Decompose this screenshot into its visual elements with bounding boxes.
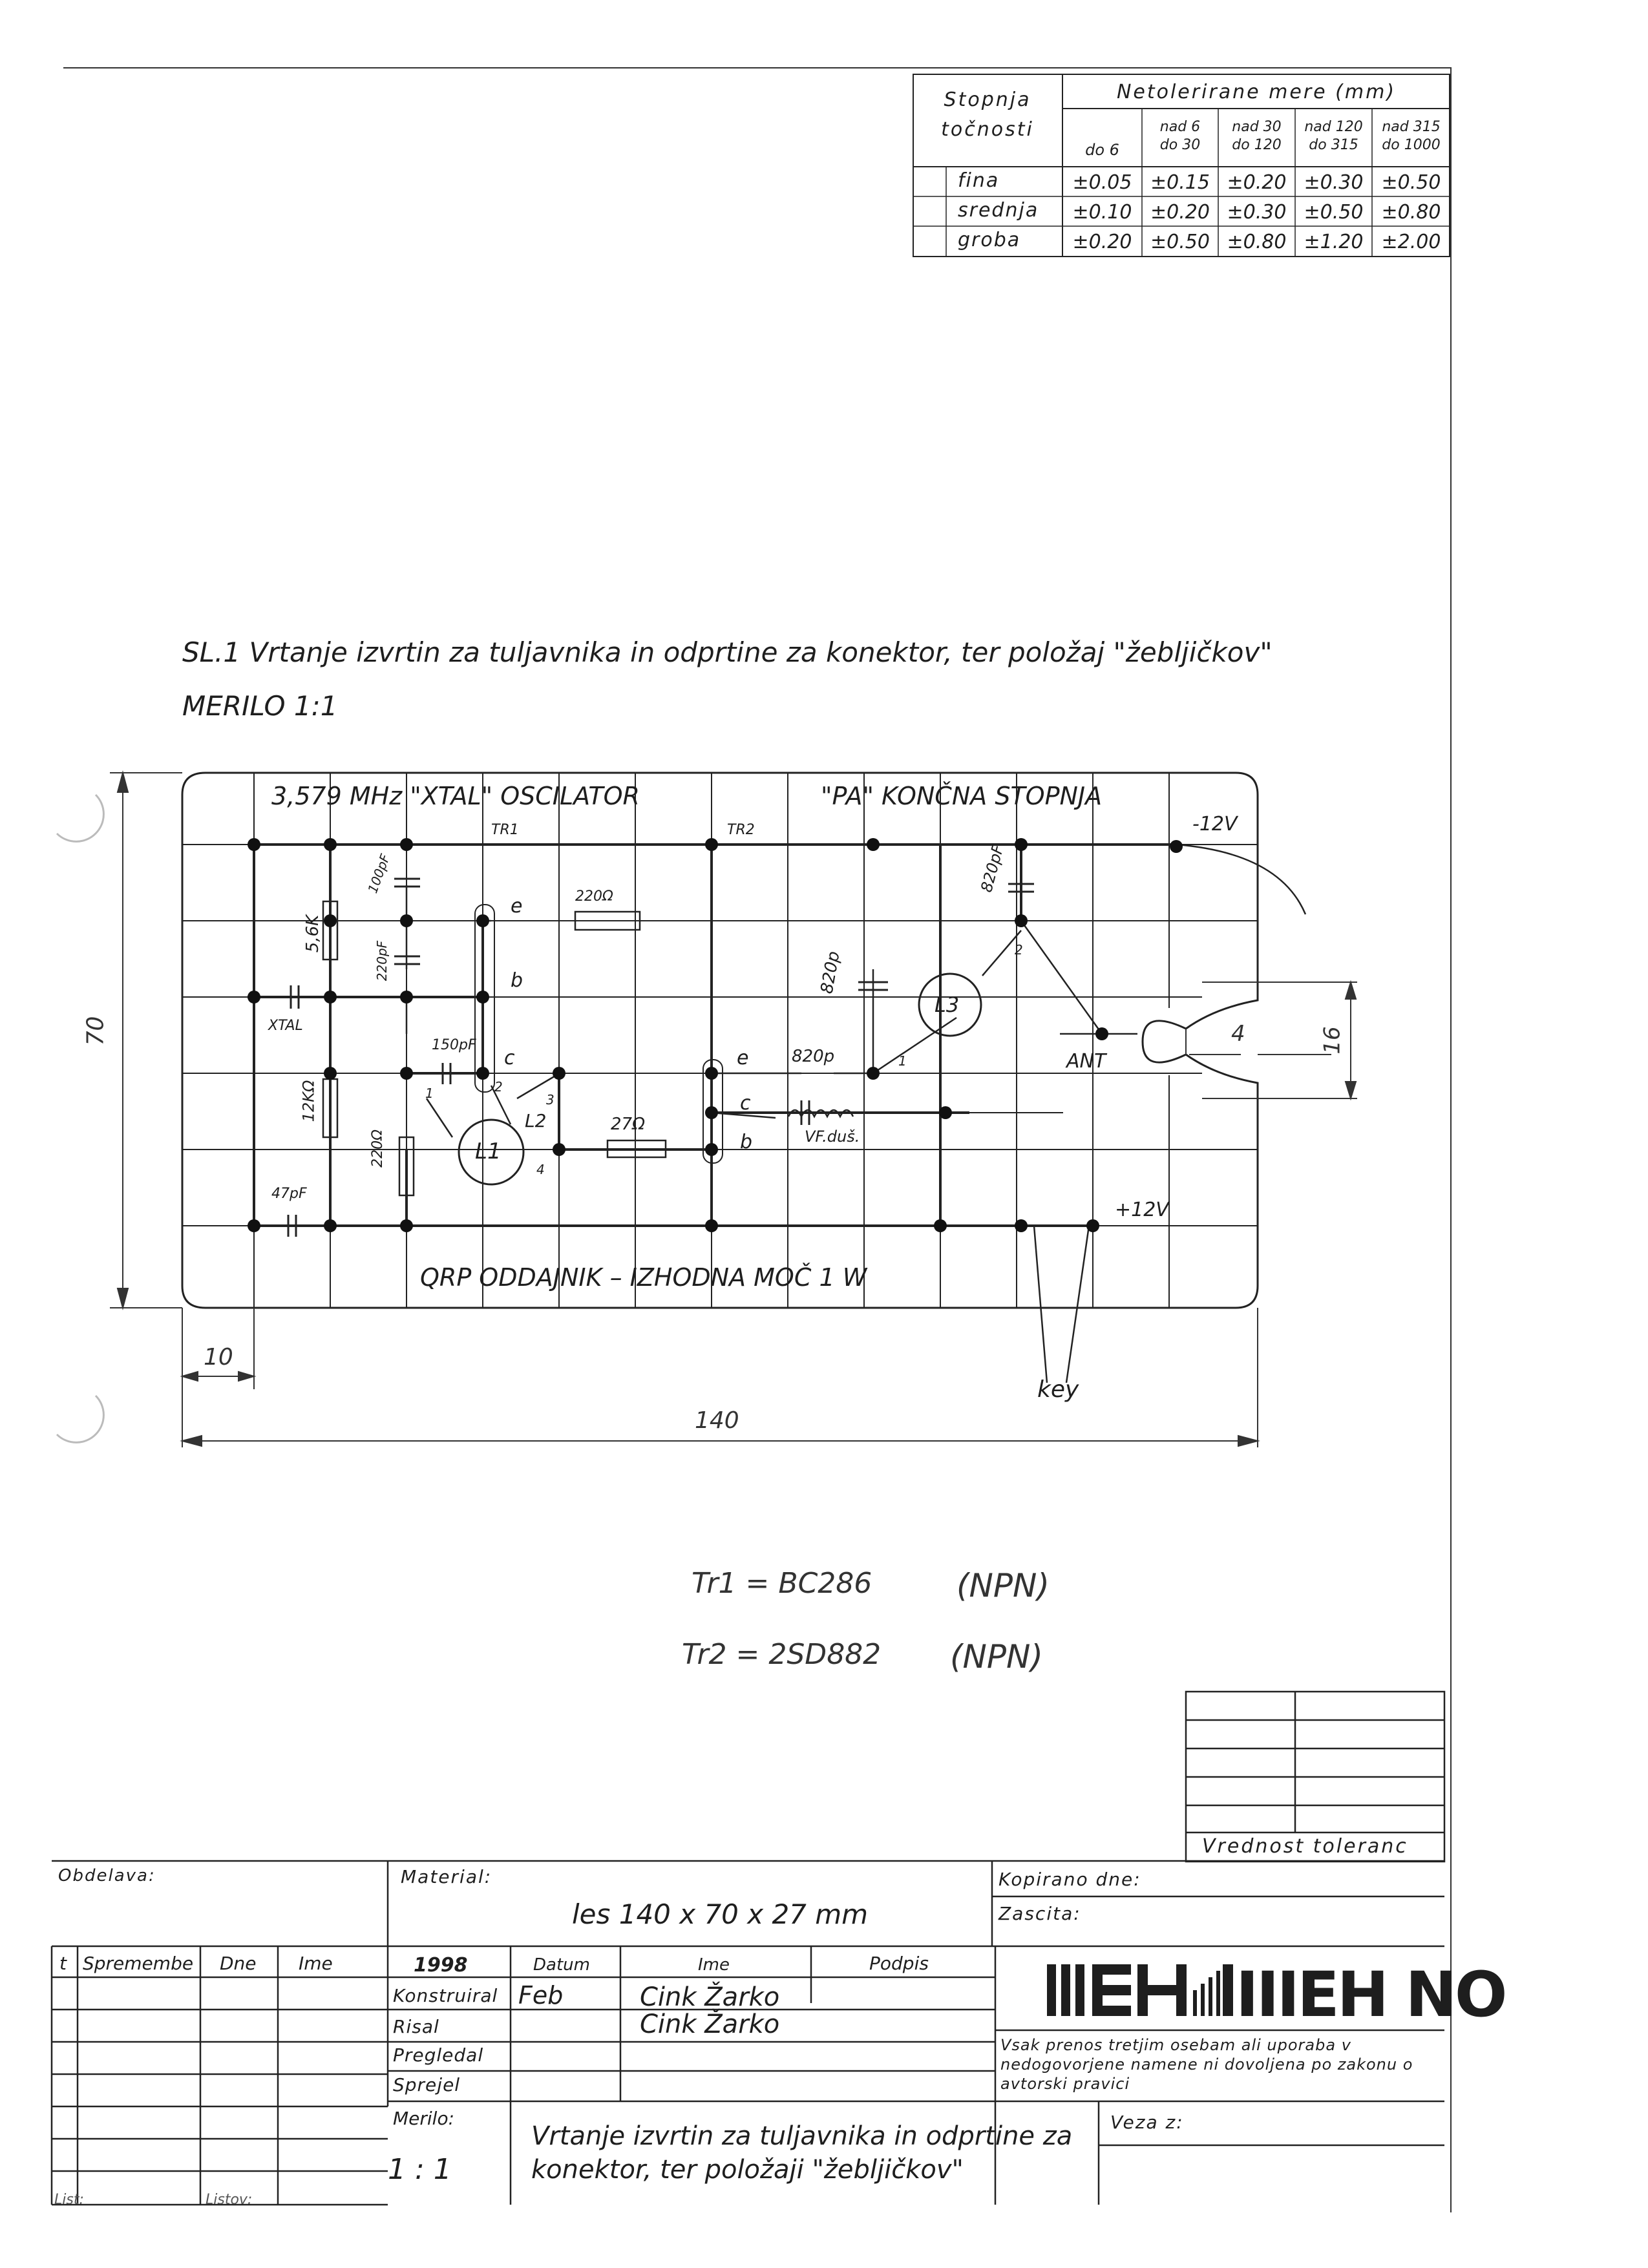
tol-col-head-l1: nad 315 bbox=[1382, 118, 1441, 135]
label-key: key bbox=[1037, 1376, 1079, 1403]
label-pin: 4 bbox=[536, 1162, 545, 1177]
label-r27: 27Ω bbox=[611, 1115, 645, 1134]
tol-cell: ±1.20 bbox=[1304, 230, 1364, 253]
tb-ime-left: Ime bbox=[299, 1953, 333, 1974]
tb-col-cut: t bbox=[59, 1953, 67, 1974]
tb-konstruiral: Konstruiral bbox=[393, 1985, 498, 2006]
dim-margin: 10 bbox=[204, 1344, 233, 1370]
label-c47: 47pF bbox=[271, 1186, 307, 1202]
label-c100p: 100pF bbox=[364, 852, 394, 896]
tol-cell: ±0.80 bbox=[1227, 230, 1287, 253]
label-minus12v: -12V bbox=[1192, 813, 1238, 835]
label-plus12v: +12V bbox=[1115, 1199, 1169, 1221]
company-logo bbox=[1047, 1955, 1505, 2031]
label-pin: 2 bbox=[494, 1079, 503, 1095]
label-tr1-e: e bbox=[511, 895, 523, 918]
tol-col-head-l1: nad 120 bbox=[1304, 118, 1363, 135]
label-tr2-b: b bbox=[740, 1131, 753, 1153]
dim-height: 70 bbox=[82, 1016, 109, 1046]
dim-slot-width: 4 bbox=[1231, 1021, 1245, 1047]
tb-list: List: bbox=[54, 2192, 84, 2208]
label-c220p: 220pF bbox=[374, 940, 390, 982]
osc-title: 3,579 MHz "XTAL" OSCILATOR bbox=[271, 782, 640, 810]
tol-head-main: Netolerirane mere (mm) bbox=[1116, 80, 1397, 103]
label-l2: L2 bbox=[525, 1110, 547, 1131]
tb-sprejel: Sprejel bbox=[393, 2074, 461, 2095]
label-tr2-c: c bbox=[740, 1092, 751, 1115]
tb-material-value: les 140 x 70 x 27 mm bbox=[572, 1898, 869, 1930]
tb-risal: Risal bbox=[393, 2016, 439, 2037]
logo-text: IIIEH NO bbox=[1236, 1958, 1505, 2031]
tol-col-head-l2: do 315 bbox=[1309, 136, 1358, 153]
tol-head-grade-1: Stopnja bbox=[944, 88, 1031, 111]
label-tr1: TR1 bbox=[491, 822, 519, 838]
label-c820b: 820p bbox=[817, 949, 844, 996]
dim-slot-height: 16 bbox=[1319, 1026, 1346, 1055]
tol-col-head-l2: do 120 bbox=[1232, 136, 1282, 153]
tol-cell: ±0.20 bbox=[1150, 200, 1210, 224]
transistor-note-1: Tr1 = BC286 bbox=[692, 1567, 872, 1600]
tol-col-head-l2: do 1000 bbox=[1382, 136, 1441, 153]
tol-cell: ±2.00 bbox=[1381, 230, 1441, 253]
tb-merilo-value: 1 : 1 bbox=[388, 2153, 452, 2186]
dim-width: 140 bbox=[695, 1407, 739, 1434]
tol-col-head-l2: do 6 bbox=[1085, 141, 1119, 159]
tol-cell: ±0.80 bbox=[1381, 200, 1441, 224]
bottom-title: QRP ODDAJNIK – IZHODNA MOČ 1 W bbox=[420, 1263, 867, 1292]
label-tr2-e: e bbox=[737, 1047, 749, 1069]
tol-row-grade: fina bbox=[958, 169, 1000, 192]
tb-kopirano: Kopirano dne: bbox=[998, 1869, 1141, 1890]
tol-cell: ±0.50 bbox=[1381, 171, 1441, 194]
transistor-note-1-type: (NPN) bbox=[956, 1567, 1050, 1604]
pa-title: "PA" KONČNA STOPNJA bbox=[821, 782, 1103, 810]
tb-spremembe: Spremembe bbox=[83, 1953, 194, 1974]
tol-cell: ±0.05 bbox=[1072, 171, 1132, 194]
transistor-note-2: Tr2 = 2SD882 bbox=[682, 1638, 882, 1671]
tb-obdelava: Obdelava: bbox=[58, 1866, 156, 1885]
label-pin: 1 bbox=[898, 1053, 907, 1069]
tb-vrednost: Vrednost toleranc bbox=[1202, 1835, 1408, 1858]
tb-material-label: Material: bbox=[401, 1866, 492, 1887]
tb-year: 1998 bbox=[414, 1954, 468, 1977]
tb-veza: Veza z: bbox=[1110, 2112, 1184, 2133]
label-c820c: 820pF bbox=[977, 843, 1008, 894]
tb-copyright-notice: Vsak prenos tretjim osebam ali uporaba v nedogovorjene namene ni dovoljena po zakonu o avtorski pravici bbox=[1000, 2036, 1413, 2093]
tol-row-grade: srednja bbox=[958, 199, 1039, 222]
tol-col-head-l1: nad 30 bbox=[1232, 118, 1282, 135]
label-c820a: 820p bbox=[792, 1047, 835, 1066]
tb-datum: Datum bbox=[533, 1955, 590, 1975]
tb-drawing-title: Vrtanje izvrtin za tuljavnika in odprtine za konektor, ter položaji "žebljičkov" bbox=[531, 2121, 1073, 2185]
tb-podpis: Podpis bbox=[869, 1953, 929, 1974]
tb-dne: Dne bbox=[220, 1953, 257, 1974]
tol-head-grade-2: točnosti bbox=[941, 118, 1034, 141]
label-pin: 2 bbox=[1015, 942, 1023, 958]
label-vf-choke: VF.duš. bbox=[805, 1128, 860, 1146]
tol-row-grade: groba bbox=[958, 229, 1021, 251]
label-ant: ANT bbox=[1066, 1050, 1106, 1073]
transistor-note-2-type: (NPN) bbox=[950, 1638, 1043, 1675]
label-xtal: XTAL bbox=[268, 1018, 303, 1034]
label-tr1-b: b bbox=[511, 969, 523, 992]
label-pin: 1 bbox=[425, 1086, 434, 1101]
tol-cell: ±0.10 bbox=[1072, 200, 1132, 224]
label-tr1-c: c bbox=[504, 1047, 515, 1069]
label-r220b: 220Ω bbox=[369, 1129, 386, 1168]
tb-merilo-label: Merilo: bbox=[393, 2108, 455, 2129]
label-pin: 3 bbox=[546, 1092, 555, 1108]
tol-cell: ±0.20 bbox=[1072, 230, 1132, 253]
tol-cell: ±0.30 bbox=[1227, 200, 1287, 224]
tb-pregledal: Pregledal bbox=[393, 2044, 484, 2066]
label-r56k: 5,6K bbox=[303, 914, 323, 953]
tb-zascita: Zascita: bbox=[998, 1903, 1081, 1924]
tol-cell: ±0.50 bbox=[1150, 230, 1210, 253]
label-r12k: 12KΩ bbox=[299, 1080, 318, 1122]
tb-name-2: Cink Žarko bbox=[640, 2010, 780, 2039]
figure-caption: SL.1 Vrtanje izvrtin za tuljavnika in odprtine za konektor, ter položaj "žebljičkov" bbox=[182, 636, 1273, 668]
figure-scale-caption: MERILO 1:1 bbox=[182, 690, 338, 722]
label-l3: L3 bbox=[935, 992, 960, 1017]
tol-cell: ±0.20 bbox=[1227, 171, 1287, 194]
label-l1: L1 bbox=[475, 1139, 502, 1164]
label-c150: 150pF bbox=[432, 1037, 476, 1053]
tol-cell: ±0.15 bbox=[1150, 171, 1210, 194]
tol-col-head-l2: do 30 bbox=[1159, 136, 1201, 153]
tb-name-1: Cink Žarko bbox=[640, 1982, 780, 2012]
tol-cell: ±0.30 bbox=[1304, 171, 1364, 194]
label-r220a: 220Ω bbox=[575, 888, 613, 905]
label-tr2: TR2 bbox=[727, 822, 755, 838]
tb-ime: Ime bbox=[698, 1955, 730, 1975]
tb-feb: Feb bbox=[518, 1981, 564, 2010]
tol-cell: ±0.50 bbox=[1304, 200, 1364, 224]
tol-col-head-l1: nad 6 bbox=[1159, 118, 1201, 135]
tb-listov: Listov: bbox=[206, 2192, 253, 2208]
